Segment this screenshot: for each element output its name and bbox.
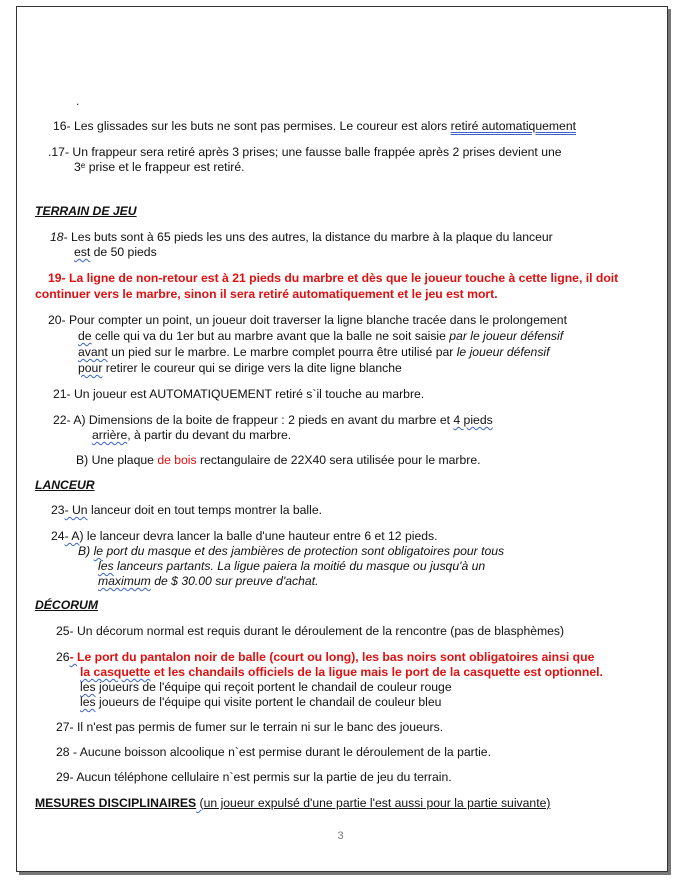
rule-26-line2: la casquette et les chandails officiels de la ligue mais le port de la casquette est optionnel.	[80, 665, 603, 679]
rule-24-line3: les lanceurs partants. La ligue paiera la moitié du masque ou jusqu'à un	[98, 559, 486, 573]
rule-26-line1: 26- Le port du pantalon noir de balle (court ou long), les bas noirs sont obligatoires ainsi que	[56, 650, 595, 664]
rule-22-line1: 22- A) Dimensions de la boite de frappeur : 2 pieds en avant du marbre et 4 pieds	[53, 413, 493, 427]
rule-19-line1: 19- La ligne de non-retour est à 21 pieds du marbre et dès que le joueur touche à cette ligne, il doit	[48, 271, 619, 285]
rule-24-line2: B) le port du masque et des jambières de protection sont obligatoires pour tous	[78, 544, 505, 558]
rule-17-line2: 3ᵉ prise et le frappeur est retiré.	[74, 160, 245, 174]
rule-25: 25- Un décorum normal est requis durant le déroulement de la rencontre (pas de blasphèmes)	[56, 624, 565, 638]
rule-29: 29- Aucun téléphone cellulaire n`est permis sur la partie de jeu du terrain.	[56, 770, 452, 784]
rule-20-line3: avant un pied sur le marbre. Le marbre complet pourra être utilisé par le joueur défensif	[78, 345, 550, 359]
rule-18-line2: est de 50 pieds	[74, 245, 157, 259]
rule-28: 28 - Aucune boisson alcoolique n`est permise durant le déroulement de la partie.	[56, 745, 491, 759]
rule-20-line2: de celle qui va du 1er but au marbre avant que la balle ne soit saisie par le joueur défensif	[78, 329, 564, 343]
heading-mesures-disciplinaires: MESURES DISCIPLINAIRES (un joueur expulsé d'une partie l'est aussi pour la partie suivante)	[35, 796, 551, 810]
rule-20-line1: 20- Pour compter un point, un joueur doit traverser la ligne blanche tracée dans le prolongement	[48, 313, 567, 327]
rule-27: 27- Il n'est pas permis de fumer sur le terrain ni sur le banc des joueurs.	[56, 720, 444, 734]
rule-21: 21- Un joueur est AUTOMATIQUEMENT retiré s`il touche au marbre.	[53, 387, 425, 401]
rule-22-line2: arrière, à partir du devant du marbre.	[92, 428, 292, 442]
heading-lanceur: LANCEUR	[35, 478, 95, 492]
rule-22-line3: B) Une plaque de bois rectangulaire de 22X40 sera utilisée pour le marbre.	[76, 453, 481, 467]
rule-23: 23- Un lanceur doit en tout temps montrer la balle.	[51, 503, 322, 517]
heading-terrain-de-jeu: TERRAIN DE JEU	[35, 204, 137, 218]
rule-24-line1: 24- A) le lanceur devra lancer la balle d'une hauteur entre 6 et 12 pieds.	[51, 529, 438, 543]
rule-19-line2: continuer vers le marbre, sinon il sera retiré automatiquement et le jeu est mort.	[35, 287, 498, 301]
rule-17-line1: .17- Un frappeur sera retiré après 3 prises; une fausse balle frappée après 2 prises devient une	[48, 145, 562, 159]
stray-dot: .	[76, 94, 80, 108]
heading-decorum: DÉCORUM	[35, 598, 98, 612]
rule-26-line4: les joueurs de l'équipe qui visite portent le chandail de couleur bleu	[80, 695, 442, 709]
rule-16: 16- Les glissades sur les buts ne sont pas permises. Le coureur est alors retiré automatiquement	[53, 119, 576, 133]
rule-18-line1: 18- Les buts sont à 65 pieds les uns des autres, la distance du marbre à la plaque du lanceur	[50, 230, 553, 244]
rule-20-line4: pour retirer le coureur qui se dirige vers la dite ligne blanche	[78, 361, 402, 375]
rule-26-line3: les joueurs de l'équipe qui reçoit portent le chandail de couleur rouge	[80, 680, 452, 694]
rule-24-line4: maximum de $ 30.00 sur preuve d'achat.	[98, 574, 319, 588]
page-number: 3	[337, 830, 344, 842]
